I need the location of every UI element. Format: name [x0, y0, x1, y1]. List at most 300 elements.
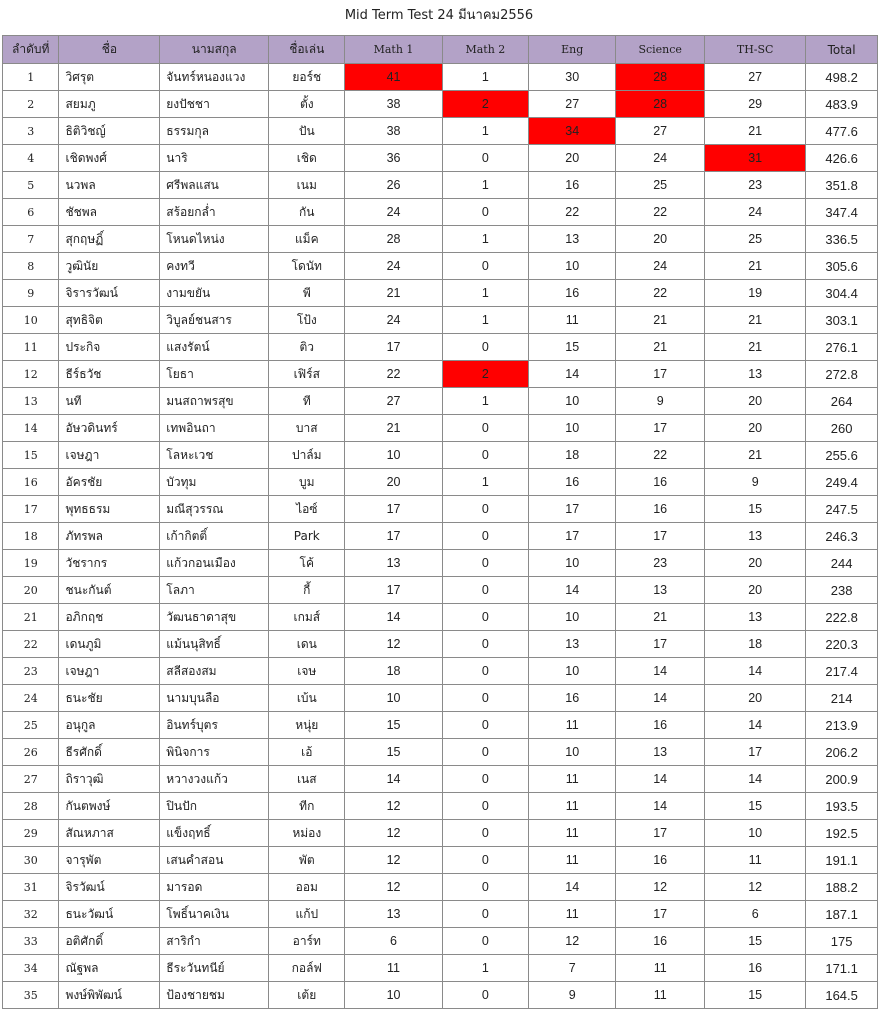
score-table: [2, 35, 878, 1009]
cell-no: 18: [3, 523, 59, 550]
cell-eng: 9: [529, 982, 616, 1009]
cell-math1: 24: [345, 253, 442, 280]
cell-th-sc: 15: [705, 982, 806, 1009]
cell-th-sc: 21: [705, 118, 806, 145]
table-row: [3, 604, 878, 631]
cell-first-name: วัชรากร: [59, 550, 160, 577]
cell-last-name: โหนดไหน่ง: [160, 226, 269, 253]
cell-science: 16: [616, 847, 705, 874]
cell-last-name: ป้องชายชม: [160, 982, 269, 1009]
cell-th-sc: 20: [705, 577, 806, 604]
cell-th-sc: 27: [705, 64, 806, 91]
cell-first-name: เดนภูมิ: [59, 631, 160, 658]
cell-science: 22: [616, 199, 705, 226]
table-row: [3, 577, 878, 604]
cell-math1: 41: [345, 64, 442, 91]
cell-last-name: แม้นนุสิทธิ์: [160, 631, 269, 658]
table-row: [3, 928, 878, 955]
cell-no: 11: [3, 334, 59, 361]
cell-math2: 0: [442, 415, 529, 442]
cell-no: 19: [3, 550, 59, 577]
cell-nickname: แม็ค: [269, 226, 345, 253]
cell-eng: 14: [529, 577, 616, 604]
table-row: [3, 685, 878, 712]
cell-nickname: หนุ่ย: [269, 712, 345, 739]
cell-nickname: ติว: [269, 334, 345, 361]
cell-first-name: พงษ์พิพัฒน์: [59, 982, 160, 1009]
cell-eng: 17: [529, 523, 616, 550]
cell-total: 175: [806, 928, 878, 955]
cell-math1: 11: [345, 955, 442, 982]
cell-eng: 14: [529, 874, 616, 901]
cell-no: 30: [3, 847, 59, 874]
cell-math2: 0: [442, 658, 529, 685]
cell-eng: 11: [529, 820, 616, 847]
cell-first-name: จารุพัต: [59, 847, 160, 874]
table-row: [3, 64, 878, 91]
cell-eng: 15: [529, 334, 616, 361]
cell-math1: 21: [345, 415, 442, 442]
cell-math2: 0: [442, 199, 529, 226]
cell-math1: 26: [345, 172, 442, 199]
cell-total: 238: [806, 577, 878, 604]
table-row: [3, 253, 878, 280]
cell-math2: 0: [442, 928, 529, 955]
cell-math2: 0: [442, 793, 529, 820]
cell-eng: 11: [529, 307, 616, 334]
table-row: [3, 631, 878, 658]
cell-no: 16: [3, 469, 59, 496]
cell-th-sc: 12: [705, 874, 806, 901]
cell-no: 14: [3, 415, 59, 442]
table-row: [3, 712, 878, 739]
cell-nickname: ตั้ง: [269, 91, 345, 118]
cell-eng: 11: [529, 901, 616, 928]
cell-science: 24: [616, 253, 705, 280]
header-science: Science: [616, 36, 705, 64]
cell-nickname: กอล์ฟ: [269, 955, 345, 982]
cell-total: 305.6: [806, 253, 878, 280]
cell-science: 14: [616, 658, 705, 685]
cell-nickname: ทีก: [269, 793, 345, 820]
cell-total: 247.5: [806, 496, 878, 523]
cell-eng: 22: [529, 199, 616, 226]
cell-last-name: มารอด: [160, 874, 269, 901]
cell-math2: 1: [442, 307, 529, 334]
cell-math2: 1: [442, 172, 529, 199]
cell-science: 17: [616, 820, 705, 847]
cell-total: 246.3: [806, 523, 878, 550]
header-total: Total: [806, 36, 878, 64]
cell-math1: 38: [345, 91, 442, 118]
cell-first-name: อภิกฤช: [59, 604, 160, 631]
cell-first-name: สัณหภาส: [59, 820, 160, 847]
cell-science: 27: [616, 118, 705, 145]
header-nickname: ชื่อเล่น: [269, 36, 345, 64]
cell-no: 1: [3, 64, 59, 91]
cell-eng: 10: [529, 550, 616, 577]
cell-eng: 13: [529, 226, 616, 253]
cell-nickname: เนส: [269, 766, 345, 793]
cell-th-sc: 15: [705, 496, 806, 523]
cell-science: 13: [616, 739, 705, 766]
cell-nickname: ปัน: [269, 118, 345, 145]
cell-eng: 10: [529, 253, 616, 280]
cell-science: 25: [616, 172, 705, 199]
cell-nickname: ไอซ์: [269, 496, 345, 523]
cell-total: 200.9: [806, 766, 878, 793]
cell-last-name: เทพอินถา: [160, 415, 269, 442]
cell-eng: 34: [529, 118, 616, 145]
cell-last-name: นามบุนลือ: [160, 685, 269, 712]
cell-nickname: Park: [269, 523, 345, 550]
cell-nickname: เบ้น: [269, 685, 345, 712]
cell-math1: 10: [345, 685, 442, 712]
cell-th-sc: 15: [705, 793, 806, 820]
cell-math2: 0: [442, 739, 529, 766]
cell-eng: 30: [529, 64, 616, 91]
cell-last-name: พินิจการ: [160, 739, 269, 766]
cell-nickname: บาส: [269, 415, 345, 442]
cell-math2: 0: [442, 496, 529, 523]
cell-total: 220.3: [806, 631, 878, 658]
cell-no: 7: [3, 226, 59, 253]
table-row: [3, 550, 878, 577]
cell-science: 21: [616, 307, 705, 334]
cell-math1: 36: [345, 145, 442, 172]
cell-last-name: ปินปัก: [160, 793, 269, 820]
table-row: [3, 469, 878, 496]
cell-total: 255.6: [806, 442, 878, 469]
cell-science: 17: [616, 523, 705, 550]
cell-total: 213.9: [806, 712, 878, 739]
cell-math1: 17: [345, 577, 442, 604]
cell-first-name: ณัฐพล: [59, 955, 160, 982]
cell-first-name: เจษฎา: [59, 442, 160, 469]
cell-math2: 0: [442, 550, 529, 577]
cell-math1: 14: [345, 604, 442, 631]
cell-total: 188.2: [806, 874, 878, 901]
cell-total: 217.4: [806, 658, 878, 685]
cell-no: 28: [3, 793, 59, 820]
cell-science: 17: [616, 901, 705, 928]
cell-science: 11: [616, 955, 705, 982]
cell-math1: 17: [345, 523, 442, 550]
cell-nickname: เอ้: [269, 739, 345, 766]
table-row: [3, 334, 878, 361]
cell-last-name: สร้อยกล่ำ: [160, 199, 269, 226]
cell-math1: 17: [345, 334, 442, 361]
cell-th-sc: 21: [705, 334, 806, 361]
cell-th-sc: 20: [705, 415, 806, 442]
cell-last-name: ธีระวันทนีย์: [160, 955, 269, 982]
cell-th-sc: 14: [705, 658, 806, 685]
cell-th-sc: 29: [705, 91, 806, 118]
cell-eng: 20: [529, 145, 616, 172]
header-first-name: ชื่อ: [59, 36, 160, 64]
table-row: [3, 523, 878, 550]
cell-no: 6: [3, 199, 59, 226]
cell-total: 222.8: [806, 604, 878, 631]
cell-last-name: แข็งฤทธิ์: [160, 820, 269, 847]
table-row: [3, 766, 878, 793]
cell-no: 27: [3, 766, 59, 793]
table-row: [3, 172, 878, 199]
cell-eng: 11: [529, 766, 616, 793]
table-row: [3, 415, 878, 442]
cell-math1: 18: [345, 658, 442, 685]
cell-math1: 24: [345, 199, 442, 226]
table-row: [3, 658, 878, 685]
cell-total: 193.5: [806, 793, 878, 820]
header-math1: Math 1: [345, 36, 442, 64]
cell-eng: 16: [529, 172, 616, 199]
cell-last-name: วัฒนธาดาสุข: [160, 604, 269, 631]
table-row: [3, 307, 878, 334]
cell-math1: 28: [345, 226, 442, 253]
cell-last-name: สลีสองสม: [160, 658, 269, 685]
cell-math1: 12: [345, 874, 442, 901]
header-no: ลำดับที่: [3, 36, 59, 64]
cell-first-name: อติศักดิ์: [59, 928, 160, 955]
cell-science: 17: [616, 361, 705, 388]
cell-nickname: อาร์ท: [269, 928, 345, 955]
cell-eng: 16: [529, 685, 616, 712]
cell-nickname: เดน: [269, 631, 345, 658]
cell-nickname: โค้: [269, 550, 345, 577]
cell-first-name: เจษฎา: [59, 658, 160, 685]
cell-math1: 14: [345, 766, 442, 793]
cell-first-name: ธีรศักดิ์: [59, 739, 160, 766]
cell-no: 10: [3, 307, 59, 334]
cell-no: 29: [3, 820, 59, 847]
header-row: [3, 36, 878, 64]
cell-math2: 1: [442, 388, 529, 415]
cell-science: 13: [616, 577, 705, 604]
cell-th-sc: 20: [705, 388, 806, 415]
header-math2: Math 2: [442, 36, 529, 64]
cell-math2: 2: [442, 91, 529, 118]
cell-science: 14: [616, 793, 705, 820]
cell-math2: 0: [442, 820, 529, 847]
cell-nickname: ปาล์ม: [269, 442, 345, 469]
cell-last-name: หวางวงแก้ว: [160, 766, 269, 793]
cell-th-sc: 24: [705, 199, 806, 226]
cell-no: 26: [3, 739, 59, 766]
cell-first-name: จิรารวัฒน์: [59, 280, 160, 307]
cell-no: 34: [3, 955, 59, 982]
cell-science: 22: [616, 442, 705, 469]
cell-eng: 10: [529, 415, 616, 442]
cell-eng: 16: [529, 280, 616, 307]
cell-total: 264: [806, 388, 878, 415]
cell-total: 244: [806, 550, 878, 577]
cell-last-name: วิบูลย์ชนสาร: [160, 307, 269, 334]
cell-no: 3: [3, 118, 59, 145]
cell-last-name: จันทร์หนองแวง: [160, 64, 269, 91]
cell-th-sc: 6: [705, 901, 806, 928]
cell-science: 14: [616, 766, 705, 793]
cell-science: 23: [616, 550, 705, 577]
cell-th-sc: 17: [705, 739, 806, 766]
cell-math2: 0: [442, 253, 529, 280]
header-last-name: นามสกุล: [160, 36, 269, 64]
cell-last-name: มณีสุวรรณ: [160, 496, 269, 523]
cell-nickname: ออม: [269, 874, 345, 901]
cell-last-name: โลภา: [160, 577, 269, 604]
cell-nickname: เจษ: [269, 658, 345, 685]
cell-math1: 21: [345, 280, 442, 307]
cell-total: 336.5: [806, 226, 878, 253]
cell-no: 31: [3, 874, 59, 901]
cell-total: 347.4: [806, 199, 878, 226]
cell-first-name: ธนะวัฒน์: [59, 901, 160, 928]
cell-no: 25: [3, 712, 59, 739]
cell-th-sc: 13: [705, 361, 806, 388]
table-row: [3, 199, 878, 226]
cell-total: 477.6: [806, 118, 878, 145]
cell-th-sc: 14: [705, 766, 806, 793]
cell-total: 483.9: [806, 91, 878, 118]
cell-total: 498.2: [806, 64, 878, 91]
cell-total: 426.6: [806, 145, 878, 172]
cell-math1: 24: [345, 307, 442, 334]
cell-no: 13: [3, 388, 59, 415]
cell-no: 21: [3, 604, 59, 631]
table-row: [3, 982, 878, 1009]
cell-science: 16: [616, 496, 705, 523]
table-row: [3, 361, 878, 388]
cell-math2: 0: [442, 604, 529, 631]
cell-first-name: ธีร์ธวัช: [59, 361, 160, 388]
cell-last-name: บัวทุม: [160, 469, 269, 496]
table-row: [3, 118, 878, 145]
cell-first-name: ถิราวุฒิ: [59, 766, 160, 793]
cell-math2: 0: [442, 442, 529, 469]
cell-eng: 18: [529, 442, 616, 469]
cell-math2: 1: [442, 469, 529, 496]
cell-no: 32: [3, 901, 59, 928]
cell-total: 303.1: [806, 307, 878, 334]
cell-th-sc: 20: [705, 685, 806, 712]
cell-eng: 10: [529, 739, 616, 766]
cell-math1: 10: [345, 982, 442, 1009]
cell-th-sc: 15: [705, 928, 806, 955]
cell-total: 164.5: [806, 982, 878, 1009]
cell-th-sc: 23: [705, 172, 806, 199]
cell-eng: 7: [529, 955, 616, 982]
cell-th-sc: 13: [705, 604, 806, 631]
cell-science: 28: [616, 64, 705, 91]
cell-last-name: แก้วกอนเมือง: [160, 550, 269, 577]
cell-no: 4: [3, 145, 59, 172]
cell-first-name: ธิติวิชญ์: [59, 118, 160, 145]
cell-math1: 15: [345, 712, 442, 739]
cell-nickname: พัต: [269, 847, 345, 874]
cell-math2: 1: [442, 280, 529, 307]
cell-no: 17: [3, 496, 59, 523]
cell-first-name: ภัทรพล: [59, 523, 160, 550]
cell-science: 16: [616, 712, 705, 739]
cell-science: 22: [616, 280, 705, 307]
cell-nickname: ที: [269, 388, 345, 415]
cell-last-name: ศรีพลแสน: [160, 172, 269, 199]
cell-first-name: อัษวดินทร์: [59, 415, 160, 442]
cell-math2: 0: [442, 847, 529, 874]
cell-math1: 12: [345, 631, 442, 658]
cell-eng: 12: [529, 928, 616, 955]
cell-no: 5: [3, 172, 59, 199]
cell-nickname: โป้ง: [269, 307, 345, 334]
cell-first-name: ชนะกันต์: [59, 577, 160, 604]
cell-last-name: แสงรัตน์: [160, 334, 269, 361]
cell-last-name: ธรรมกุล: [160, 118, 269, 145]
table-row: [3, 874, 878, 901]
cell-th-sc: 20: [705, 550, 806, 577]
cell-math1: 13: [345, 901, 442, 928]
cell-math1: 20: [345, 469, 442, 496]
cell-math1: 6: [345, 928, 442, 955]
cell-nickname: เกมส์: [269, 604, 345, 631]
cell-nickname: เฟิร์ส: [269, 361, 345, 388]
cell-science: 24: [616, 145, 705, 172]
cell-no: 24: [3, 685, 59, 712]
cell-th-sc: 14: [705, 712, 806, 739]
cell-first-name: เชิดพงศ์: [59, 145, 160, 172]
cell-nickname: บูม: [269, 469, 345, 496]
header-th-sc: TH-SC: [705, 36, 806, 64]
cell-no: 23: [3, 658, 59, 685]
cell-science: 28: [616, 91, 705, 118]
cell-eng: 11: [529, 847, 616, 874]
cell-math1: 17: [345, 496, 442, 523]
cell-eng: 10: [529, 658, 616, 685]
cell-no: 15: [3, 442, 59, 469]
cell-eng: 10: [529, 604, 616, 631]
cell-math1: 12: [345, 820, 442, 847]
cell-no: 22: [3, 631, 59, 658]
cell-first-name: วิศรุต: [59, 64, 160, 91]
cell-last-name: โลหะเวช: [160, 442, 269, 469]
cell-eng: 27: [529, 91, 616, 118]
cell-math1: 27: [345, 388, 442, 415]
cell-th-sc: 11: [705, 847, 806, 874]
cell-math2: 0: [442, 145, 529, 172]
cell-th-sc: 10: [705, 820, 806, 847]
cell-math2: 0: [442, 523, 529, 550]
cell-first-name: สุกฤษฏิ์: [59, 226, 160, 253]
cell-last-name: โยธา: [160, 361, 269, 388]
table-row: [3, 901, 878, 928]
cell-math1: 12: [345, 847, 442, 874]
cell-th-sc: 21: [705, 253, 806, 280]
cell-last-name: อินทร์บุตร: [160, 712, 269, 739]
cell-math1: 15: [345, 739, 442, 766]
cell-last-name: เสนคำสอน: [160, 847, 269, 874]
cell-science: 9: [616, 388, 705, 415]
cell-nickname: โดนัท: [269, 253, 345, 280]
cell-nickname: กัน: [269, 199, 345, 226]
cell-first-name: สุทธิจิต: [59, 307, 160, 334]
cell-math2: 0: [442, 712, 529, 739]
cell-total: 191.1: [806, 847, 878, 874]
cell-nickname: เชิด: [269, 145, 345, 172]
table-row: [3, 145, 878, 172]
cell-last-name: สาริกำ: [160, 928, 269, 955]
cell-last-name: ยงปัชชา: [160, 91, 269, 118]
cell-science: 14: [616, 685, 705, 712]
cell-science: 16: [616, 928, 705, 955]
